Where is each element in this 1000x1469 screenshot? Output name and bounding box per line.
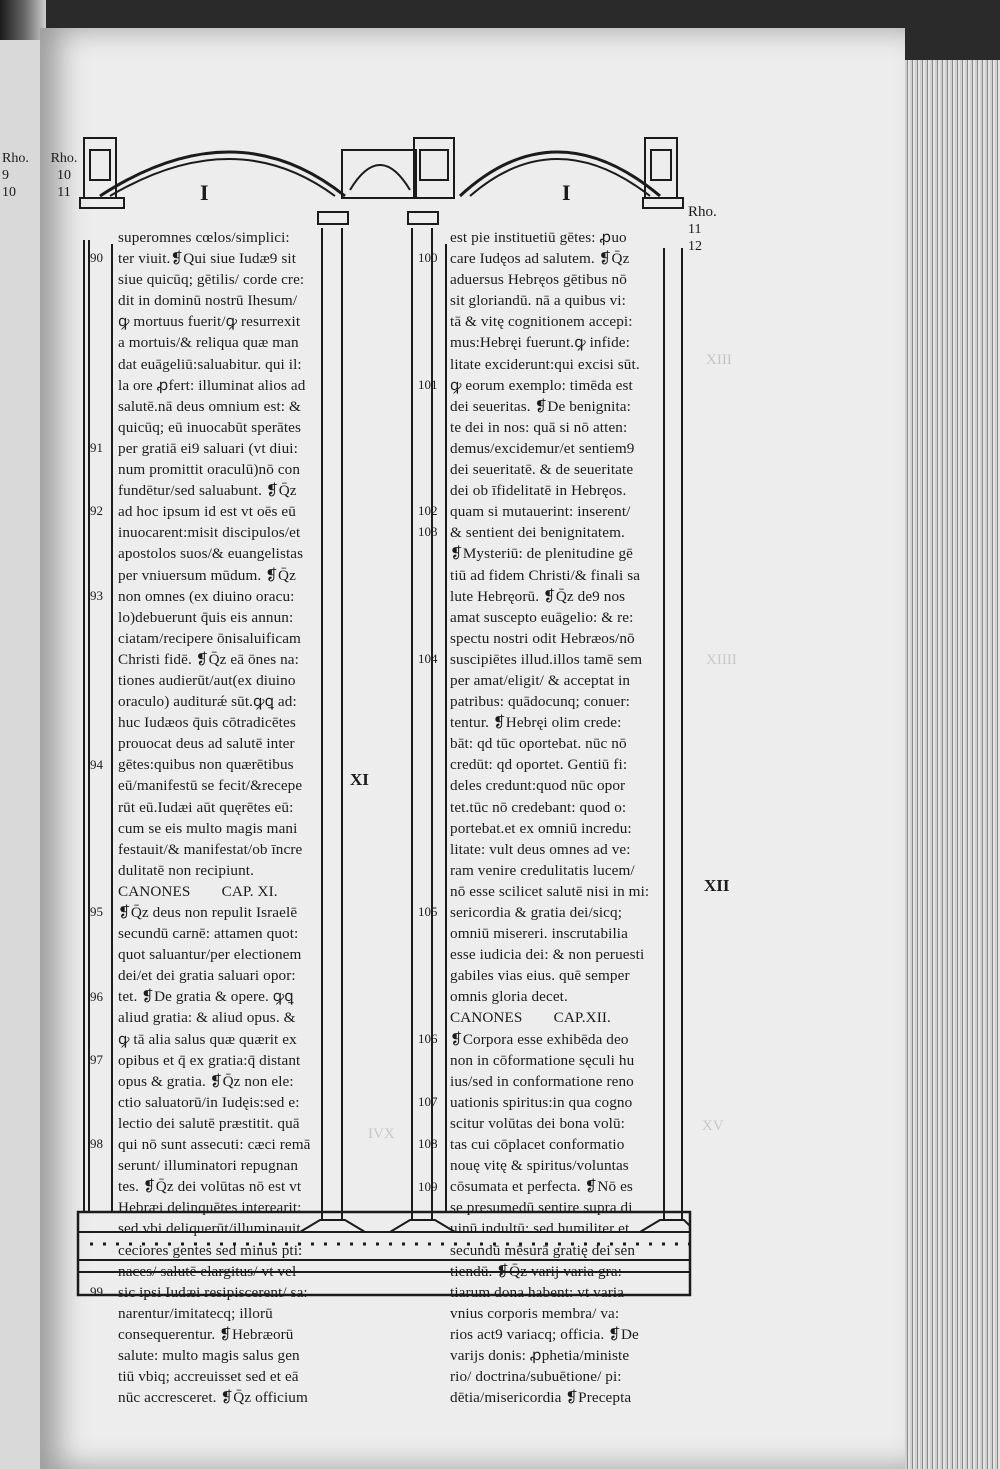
text-line: sericordia & gratia dei/sicq; bbox=[450, 904, 623, 921]
text-line: tas cui cōplacet conformatio bbox=[450, 1136, 625, 1154]
text-line: nō esse scilicet salutē nisi in mi: bbox=[450, 882, 650, 900]
text-line: dei seueritas. ❡De benignita: bbox=[450, 397, 631, 415]
text-line: tā & vitę cognitionem accepi: bbox=[450, 313, 633, 331]
text-line: esse iudicia dei: & non peruesti bbox=[450, 946, 645, 964]
text-line: dei seueritatē. & de seueritate bbox=[450, 461, 634, 479]
text-line: ciatam/recipere ōnisaluificam bbox=[118, 629, 301, 647]
text-line: per vniuersum mūdum. ❡Q̄z bbox=[118, 566, 296, 584]
text-line: quot saluantur/per electionem bbox=[118, 946, 302, 964]
verse-number: 93 bbox=[90, 587, 103, 603]
text-line: nouę vitę & spiritus/voluntas bbox=[450, 1157, 629, 1175]
text-line: deles credunt:quod nūc opor bbox=[450, 777, 626, 795]
verse-number: 101 bbox=[418, 376, 438, 392]
left-margin-number: 9 bbox=[2, 168, 9, 183]
verse-number: 103 bbox=[418, 524, 438, 540]
text-line: fundētur/sed saluabunt. ❡Q̄z bbox=[118, 482, 297, 500]
text-line: sic ipsi Iudæi resipiscerent/ sa: bbox=[118, 1283, 308, 1301]
text-line: CANONES CAP.XII. bbox=[450, 1009, 611, 1027]
text-line: num promittit oraculū)nō con bbox=[118, 461, 301, 479]
text-line: quicūq; eū inuocabūt sperātes bbox=[118, 418, 301, 436]
text-line: oraculo) auditurǽ sūt.ꝙꝗ ad: bbox=[118, 693, 297, 711]
text-line: rio/ doctrina/subuētione/ pi: bbox=[450, 1368, 622, 1386]
text-line: gabiles vias eius. quē semper bbox=[450, 967, 630, 985]
text-line: amat suscepto euāgelio: & re: bbox=[450, 608, 634, 626]
text-line: ad hoc ipsum id est vt oēs eū bbox=[118, 503, 296, 521]
column-head-1: I bbox=[200, 180, 209, 205]
left-margin-label: Rho. bbox=[2, 151, 29, 166]
chapter-mark-xi: XI bbox=[350, 770, 369, 789]
text-line: tiū ad fidem Christi/& finali sa bbox=[450, 566, 641, 584]
verse-number: 104 bbox=[418, 651, 438, 666]
text-line: dei/et dei gratia saluari opor: bbox=[118, 967, 296, 985]
verse-number: 107 bbox=[418, 1094, 438, 1110]
text-line: per gratiā ei9 saluari (vt diui: bbox=[118, 439, 298, 457]
verse-number: 99 bbox=[90, 1284, 103, 1299]
text-line: tentur. ❡Hebręi olim crede: bbox=[450, 714, 622, 732]
text-line: litate: vult deus omnes ad ve: bbox=[450, 840, 631, 858]
text-line: care Iudęos ad salutem. ❡Q̄z bbox=[450, 250, 630, 268]
text-line: inuocarent:misit discipulos/et bbox=[118, 524, 301, 542]
text-line: festauit/& manifestat/ob īncre bbox=[118, 840, 303, 858]
text-line: scitur volūtas dei bona volū: bbox=[450, 1114, 625, 1132]
verse-number: 108 bbox=[418, 1136, 438, 1152]
text-line: tet.tūc nō credebant: quod o: bbox=[450, 798, 627, 816]
text-line: lo)debuerunt q̄uis eis annun: bbox=[118, 608, 294, 626]
text-line: mus:Hebręi fuerunt.ꝙ infide: bbox=[450, 334, 630, 352]
text-line: sed vbi deliquerūt/illuminauit bbox=[118, 1220, 301, 1238]
text-line: quam si mutauerint: inserent/ bbox=[450, 503, 631, 521]
text-line: ꝙ tā alia salus quæ quærit ex bbox=[118, 1030, 297, 1048]
verse-number: 97 bbox=[90, 1051, 103, 1067]
verse-number: 96 bbox=[90, 988, 103, 1004]
text-line: aduersus Hebręos gētibus nō bbox=[450, 271, 627, 289]
text-line: tiones audierūt/aut(ex diuino bbox=[118, 671, 296, 689]
text-line: salute: multo magis salus gen bbox=[118, 1346, 300, 1364]
running-head-number: 10 bbox=[57, 168, 71, 183]
verse-number: 105 bbox=[418, 904, 438, 920]
text-line: dei ob īfidelitatē in Hebręos. bbox=[450, 482, 627, 500]
text-line: dētia/misericordia ❡Precepta bbox=[450, 1389, 632, 1407]
text-line: apostolos suos/& euangelistas bbox=[118, 545, 304, 563]
text-line: uinū indultū: sed humiliter et bbox=[450, 1220, 630, 1238]
chapter-mark-xii: XII bbox=[704, 876, 730, 895]
text-line: opibus et q̄ ex gratia:q̄ distant bbox=[118, 1051, 301, 1069]
text-line: sit gloriandū. nā a quibus vi: bbox=[450, 292, 626, 310]
text-line: Christi fidē. ❡Q̄z eā ōnes na: bbox=[118, 650, 299, 668]
verse-number: 94 bbox=[90, 756, 103, 772]
text-line: CANONES CAP. XI. bbox=[118, 882, 278, 900]
text-line: eū/manifestū se fecit/&recepe bbox=[118, 777, 303, 795]
text-line: vnius corporis membra/ va: bbox=[450, 1304, 620, 1322]
text-line: non in cōformatione sęculi hu bbox=[450, 1051, 635, 1069]
text-line: lute Hebręorū. ❡Q̄z de9 nos bbox=[450, 587, 626, 605]
left-margin-number: 10 bbox=[2, 185, 16, 200]
text-line: litate exciderunt:qui excisi sūt. bbox=[450, 355, 640, 373]
text-line: dat euāgeliū:saluabitur. qui il: bbox=[118, 355, 302, 373]
text-line: tes. ❡Q̄z dei volūtas nō est vt bbox=[118, 1178, 302, 1196]
verse-number: 109 bbox=[418, 1178, 438, 1194]
text-line: consequerentur. ❡Hebræorū bbox=[118, 1325, 294, 1343]
text-line: lectio dei salutē præstitit. quā bbox=[118, 1114, 300, 1132]
text-line: spectu nostri odit Hebræos/nō bbox=[450, 629, 635, 647]
show-through-mark: XV bbox=[702, 1118, 724, 1134]
text-line: te dei in nos: quā si nō atten: bbox=[450, 418, 628, 436]
text-line: cum se eis multo magis mani bbox=[118, 819, 298, 837]
text-line: suscipiētes illud.illos tamē sem bbox=[450, 650, 643, 668]
text-line: secundū carnē: attamen quot: bbox=[118, 925, 299, 943]
verse-number: 90 bbox=[90, 250, 103, 266]
text-line: huc Iudæos q̄uis cōtradicētes bbox=[118, 714, 296, 732]
text-column-2 bbox=[450, 227, 665, 1408]
text-line: Hebræi delinquētes interearit: bbox=[118, 1199, 302, 1217]
text-line: salutē.nā deus omnium est: & bbox=[118, 397, 301, 415]
text-line: rūt eū.Iudæi aūt quęrētes eū: bbox=[118, 798, 294, 816]
text-line: ❡Corpora esse exhibēda deo bbox=[450, 1030, 629, 1048]
verse-number: 92 bbox=[90, 503, 103, 519]
text-line: nūc accresceret. ❡Q̄z officium bbox=[118, 1389, 308, 1407]
text-line: siue quicūq; gētilis/ corde cre: bbox=[118, 271, 305, 289]
verse-number: 95 bbox=[90, 904, 103, 920]
verse-number: 102 bbox=[418, 503, 438, 519]
show-through-mark: XIII bbox=[706, 352, 732, 368]
verse-number: 100 bbox=[418, 250, 438, 266]
show-through-mark: XIIII bbox=[706, 652, 737, 668]
running-head-number: 11 bbox=[57, 185, 71, 200]
text-line: non omnes (ex diuino oracu: bbox=[118, 587, 295, 605]
text-line: demus/excidemur/et sentiem9 bbox=[450, 439, 635, 457]
text-line: ceciores gentes sed minus pti: bbox=[118, 1241, 303, 1259]
text-line: ❡Mysteriū: de plenitudine gē bbox=[450, 545, 633, 563]
text-line: ctio saluatorū/in Iudęis:sed e: bbox=[118, 1093, 300, 1111]
running-head-label: Rho. bbox=[688, 204, 717, 220]
text-line: tiarum dona habent: vt varia bbox=[450, 1283, 625, 1301]
text-line: gētes:quibus non quærētibus bbox=[118, 756, 294, 774]
running-head-label: Rho. bbox=[50, 151, 78, 166]
text-line: dit in dominū nostrū Ihesum/ bbox=[118, 292, 298, 310]
text-line: naces/ salutē elargitus/ vt vel bbox=[118, 1262, 297, 1280]
text-line: ꝙ eorum exemplo: timēda est bbox=[450, 376, 633, 394]
text-line: varijs donis: ꝓphetia/ministe bbox=[450, 1346, 630, 1364]
text-line: ter viuit.❡Qui siue Iudæ9 sit bbox=[118, 250, 297, 268]
text-line: serunt/ illuminatori repugnan bbox=[118, 1157, 299, 1175]
text-line: uationis spiritus:in qua cogno bbox=[450, 1093, 633, 1111]
text-line: dulitatē non recipiunt. bbox=[118, 861, 254, 879]
text-line: a mortuis/& reliqua quæ man bbox=[118, 334, 299, 352]
text-line: qui nō sunt assecuti: cæci remā bbox=[118, 1136, 311, 1154]
verse-number: 91 bbox=[90, 440, 103, 455]
verse-number: 106 bbox=[418, 1030, 438, 1046]
text-line: tiendū. ❡Q̄z varij varia gra: bbox=[450, 1262, 622, 1280]
text-line: omnis gloria decet. bbox=[450, 988, 568, 1006]
text-line: patribus: quādocunq; conuer: bbox=[450, 693, 630, 711]
text-column-1 bbox=[118, 227, 323, 1408]
text-line: narentur/imitatecq; illorū bbox=[118, 1304, 273, 1322]
text-line: ram venire credulitatis lucem/ bbox=[450, 861, 635, 879]
running-head-number: 12 bbox=[688, 239, 702, 254]
text-line: & sentient dei benignitatem. bbox=[450, 524, 625, 542]
text-line: ius/sed in conformatione reno bbox=[450, 1072, 634, 1090]
text-line: tet. ❡De gratia & opere. ꝙꝗ bbox=[118, 988, 294, 1006]
text-line: ꝙ mortuus fuerit/ꝙ resurrexit bbox=[118, 313, 301, 331]
text-line: opus & gratia. ❡Q̄z non ele: bbox=[118, 1072, 294, 1090]
running-head-number: 11 bbox=[688, 222, 702, 237]
text-line: est pie instituetiū gētes: ꝓuo bbox=[450, 229, 627, 246]
text-line: rios act9 variacq; officia. ❡De bbox=[450, 1325, 639, 1343]
column-head-2: I bbox=[562, 180, 571, 205]
text-line: se presumedū sentire supra di bbox=[450, 1199, 633, 1217]
text-line: la ore ꝓfert: illuminat alios ad bbox=[118, 376, 306, 394]
show-through-mark: IVX bbox=[368, 1126, 395, 1142]
text-line: superomnes cœlos/simplici: bbox=[118, 229, 290, 246]
text-line: tiū vbiq; accreuisset sed et eā bbox=[118, 1368, 299, 1386]
text-line: bāt: qd tūc oportebat. nūc nō bbox=[450, 735, 627, 753]
text-line: cōsumata et perfecta. ❡Nō es bbox=[450, 1178, 633, 1196]
text-line: omniū misereri. inscrutabilia bbox=[450, 925, 628, 943]
text-line: per amat/eligit/ & acceptat in bbox=[450, 671, 631, 689]
text-line: portebat.et ex omniū incredu: bbox=[450, 819, 632, 837]
text-line: ❡Q̄z deus non repulit Israelē bbox=[118, 904, 298, 921]
text-line: aliud gratia: & aliud opus. & bbox=[118, 1009, 296, 1027]
verse-number: 98 bbox=[90, 1136, 103, 1152]
text-line: credūt: qd oportet. Gentiū fi: bbox=[450, 756, 628, 774]
text-line: prouocat deus ad salutē inter bbox=[118, 735, 295, 753]
text-line: secundū mēsurā gratię dei sen bbox=[450, 1241, 636, 1259]
